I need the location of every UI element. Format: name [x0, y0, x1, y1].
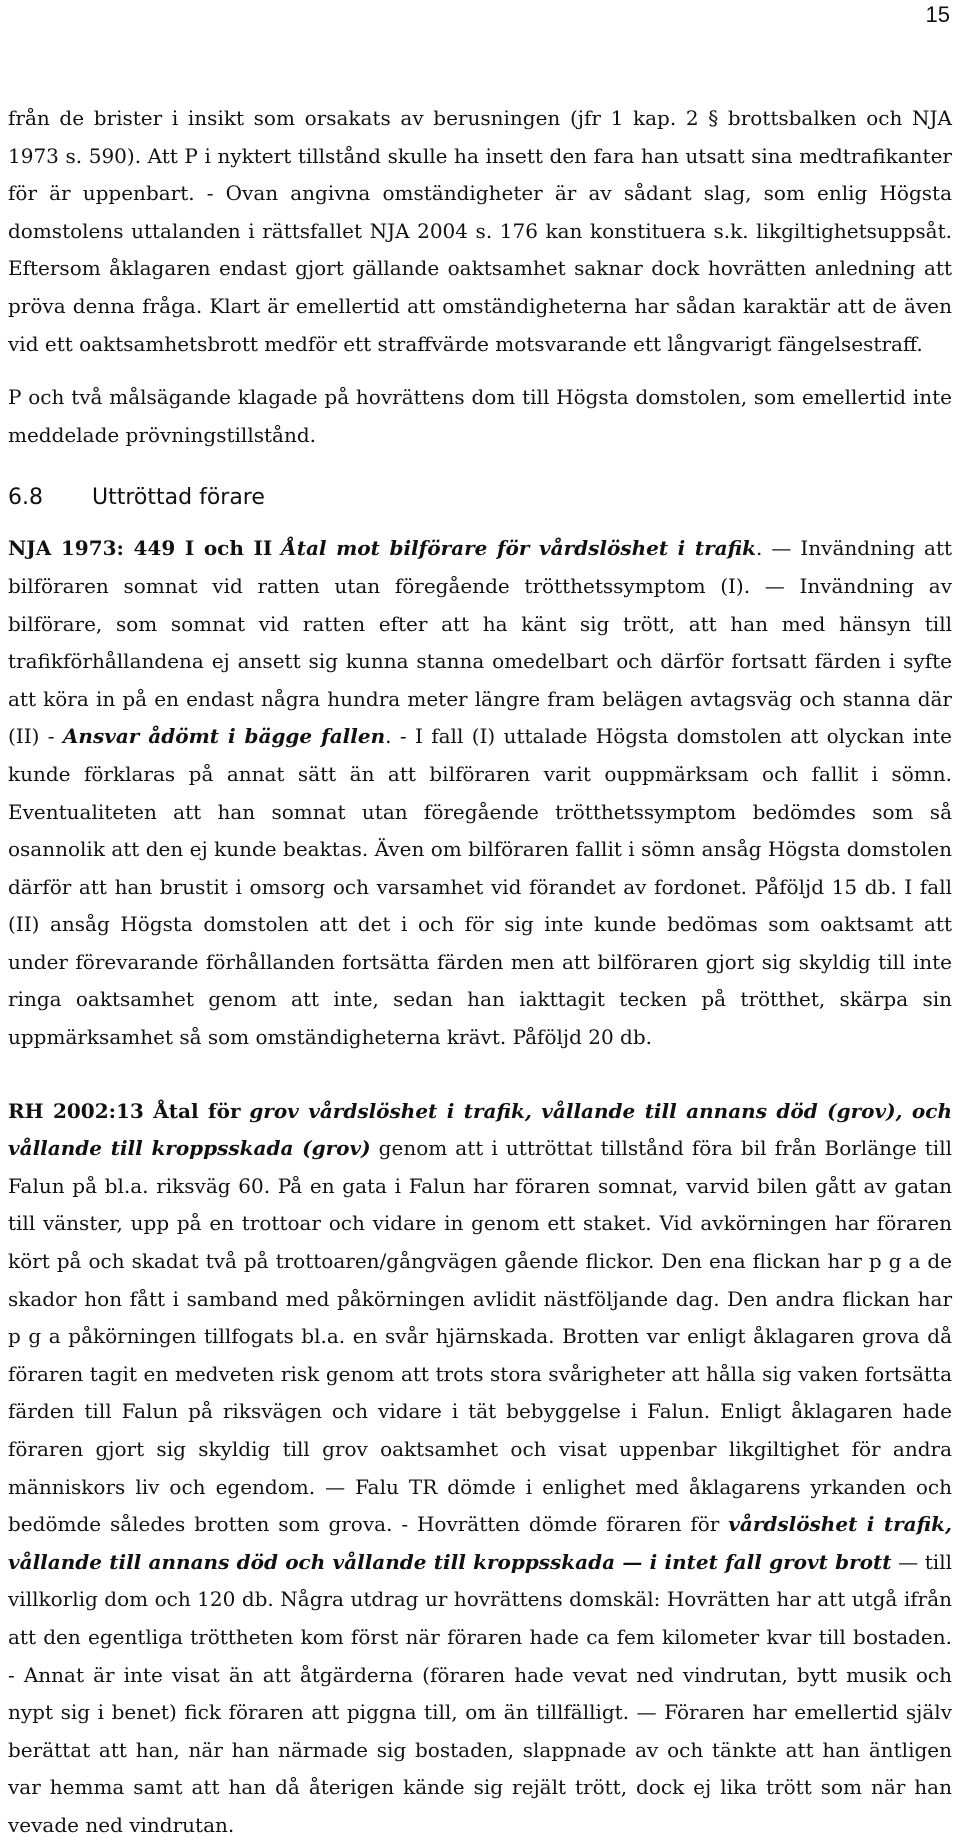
case-verdict: Ansvar ådömt i bägge fallen [62, 724, 386, 749]
case-nja-1973 [8, 530, 952, 1056]
case-text: . — Invändning att bilföraren somnat vid ratten utan föregående trötthetssymptom (I). — Invändning av bilförare, som somnat vid ratten efter att ha känt sig trött, att han med hänsyn till trafikförhållandena ej ansett sig kunna stanna omedelbart och därför fortsatt färden i syfte att köra in på en endast några hundra meter längre fram belägen avtagsväg och stanna där (II) - [8, 536, 953, 749]
case-charges: grov vårdslöshet i trafik, vållande till annans död (grov), och vållande till kroppsskada (grov) [8, 1098, 952, 1161]
case-rh-2002 [8, 1093, 952, 1845]
case-text: genom att i uttröttat tillstånd föra bil från Borlänge till Falun på bl.a. riksväg 60. På en gata i Falun har föraren somnat, varvid bilen gått av gatan till vänster, upp på en trottoar och vidare in genom ett staket. Vid avkörningen har föraren kört på och skadat två på trottoaren/gångvägen gående flickor. Den ena flickan har p g a de skador hon fått i samband med påkörningen avlidit nästföljande dag. Den andra flickan har p g a påkörningen tillfogats bl.a. en svår hjärnskada. Brotten var enligt åklagaren grova då föraren tagit en medveten risk genom att trots stora svårigheter att hålla sig vaken fortsätta färden till Falun på riksvägen och vidare i tät bebyggelse i Falun. Enligt åklagaren hade föraren gjort sig skyldig till grov oaktsamhet och visat uppenbar likgiltighet för andra människors liv och egendom. — Falu TR dömde i enlighet med åklagarens yrkanden och bedömde således brotten som grova. - Hovrätten dömde föraren för [8, 1136, 952, 1537]
case-reference: NJA 1973: 449 I och II [8, 536, 273, 561]
case-paragraph [8, 530, 952, 1056]
case-reference: RH 2002:13 Åtal för [8, 1098, 241, 1123]
case-paragraph [8, 1093, 952, 1845]
paragraph-2: P och två målsägande klagade på hovrättens dom till Högsta domstolen, som emellertid inte meddelade prövningstillstånd. [8, 385, 952, 447]
case-verdict: vårdslöshet i trafik, vållande till annans död och vållande till kroppsskada — i intet fall grovt brott [8, 1512, 952, 1574]
page-number: 15 [925, 2, 950, 27]
case-text-continued: — till villkorlig dom och 120 db. Några utdrag ur hovrättens domskäl: Hovrätten har att utgå ifrån att den egentliga tröttheten kom först när föraren hade ca fem kilometer kvar till bostaden. - Annat är inte visat än att åtgärderna (föraren hade vevat ned vindrutan, bytt musik och nypt sig i benet) fick föraren att piggna till, om än tillfälligt. — Föraren har emellertid själv berättat att han, när han närmade sig bostaden, slappnade av och tänkte att han äntligen var hemma samt att han då återigen kände sig rejält trött, dock ej lika trött som när han vevade ned vindrutan. [8, 1549, 952, 1837]
section-title: Uttröttad förare [92, 485, 265, 511]
case-title: Åtal mot bilförare för vårdslöshet i trafik [281, 536, 757, 561]
case-text-continued: . - I fall (I) uttalade Högsta domstolen att olyckan inte kunde förklaras på annat sätt än att bilföraren varit ouppmärksam och fallit i sömn. Eventualiteten att han somnat utan föregående trötthetssymptom bedömdes som så osannolik att den ej kunde beaktas. Även om bilföraren fallit i sömn ansåg Högsta domstolen därför att han brustit i omsorg och varsamhet vid förandet av fordonet. Påföljd 15 db. I fall (II) ansåg Högsta domstolen att det i och för sig inte kunde bedömas som oaktsamt att under förevarande förhållanden fortsätta färden men att bilföraren gjort sig skyldig till inte ringa oaktsamhet genom att inte, sedan han iakttagit tecken på trötthet, skärpa sin uppmärksamhet så som omständigheterna krävt. Påföljd 20 db. [8, 724, 952, 1050]
paragraph-1: från de brister i insikt som orsakats av berusningen (jfr 1 kap. 2 § brottsbalken och NJA 1973 s. 590). Att P i nyktert tillstånd skulle ha insett den fara han utsatt sina medtrafikanter för är uppenbart. - Ovan angivna omständigheter är av sådant slag, som enlig Högsta domstolens uttalanden i rättsfallet NJA 2004 s. 176 kan konstituera s.k. likgiltighetsuppsåt. Eftersom åklagaren endast gjort gällande oaktsamhet saknar dock hovrätten anledning att pröva denna fråga. Klart är emellertid att omständigheterna har sådan karaktär att de även vid ett oaktsamhetsbrott medför ett straffvärde motsvarande ett långvarigt fängelsestraff. [8, 106, 952, 356]
section-number: 6.8 [8, 485, 43, 511]
document-body [8, 100, 952, 1845]
section-heading [8, 478, 952, 518]
